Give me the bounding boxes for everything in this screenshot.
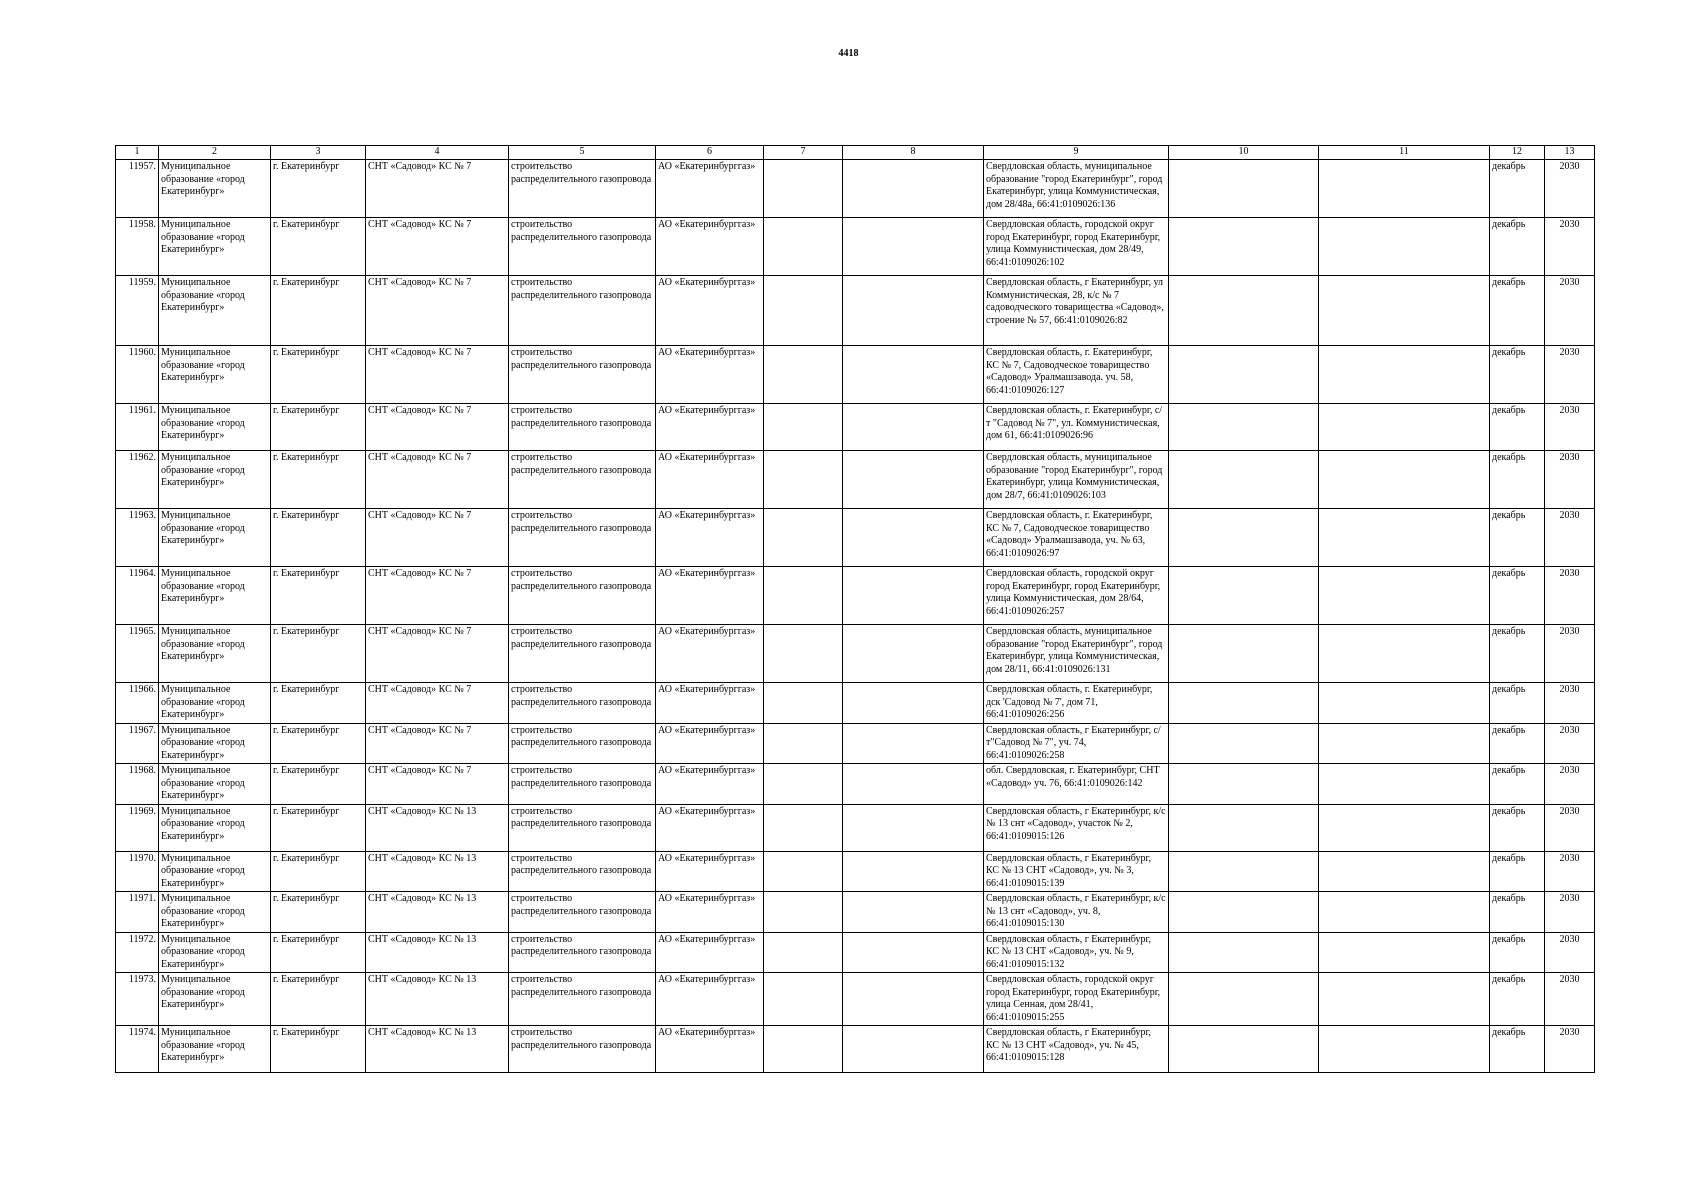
table-row — [116, 509, 1595, 567]
year-cell: 2030 — [1545, 567, 1595, 625]
work-type-cell: строительство распределительного газопровода — [509, 764, 656, 805]
column-11-cell — [1319, 567, 1490, 625]
column-8-cell — [843, 625, 984, 683]
table-row — [116, 404, 1595, 451]
column-8-cell — [843, 932, 984, 973]
column-11-cell — [1319, 723, 1490, 764]
city-cell: г. Екатеринбург — [271, 567, 366, 625]
year-cell: 2030 — [1545, 764, 1595, 805]
address-cell: Свердловская область, г Екатеринбург, к/с № 13 снт «Садовод», уч. 8, 66:41:0109015:130 — [984, 892, 1169, 933]
municipality-cell: Муниципальное образование «город Екатеринбург» — [159, 892, 271, 933]
column-8-cell — [843, 723, 984, 764]
column-7-cell — [764, 851, 843, 892]
column-8-cell — [843, 160, 984, 218]
object-cell: СНТ «Садовод» КС № 7 — [366, 218, 509, 276]
column-11-cell — [1319, 218, 1490, 276]
column-10-cell — [1169, 932, 1319, 973]
column-11-cell — [1319, 932, 1490, 973]
object-cell: СНТ «Садовод» КС № 13 — [366, 892, 509, 933]
municipality-cell: Муниципальное образование «город Екатеринбург» — [159, 764, 271, 805]
row-number: 11967. — [116, 723, 159, 764]
month-cell: декабрь — [1490, 932, 1545, 973]
month-cell: декабрь — [1490, 764, 1545, 805]
organization-cell: АО «Екатеринбурггаз» — [656, 509, 764, 567]
municipality-cell: Муниципальное образование «город Екатеринбург» — [159, 851, 271, 892]
column-header-2: 2 — [159, 146, 271, 160]
year-cell: 2030 — [1545, 509, 1595, 567]
city-cell: г. Екатеринбург — [271, 276, 366, 346]
table-row — [116, 973, 1595, 1026]
work-type-cell: строительство распределительного газопровода — [509, 932, 656, 973]
column-10-cell — [1169, 218, 1319, 276]
column-11-cell — [1319, 160, 1490, 218]
column-8-cell — [843, 346, 984, 404]
year-cell: 2030 — [1545, 804, 1595, 851]
work-type-cell: строительство распределительного газопровода — [509, 804, 656, 851]
organization-cell: АО «Екатеринбурггаз» — [656, 892, 764, 933]
year-cell: 2030 — [1545, 276, 1595, 346]
organization-cell: АО «Екатеринбурггаз» — [656, 932, 764, 973]
column-10-cell — [1169, 625, 1319, 683]
object-cell: СНТ «Садовод» КС № 7 — [366, 276, 509, 346]
city-cell: г. Екатеринбург — [271, 218, 366, 276]
year-cell: 2030 — [1545, 625, 1595, 683]
city-cell: г. Екатеринбург — [271, 723, 366, 764]
month-cell: декабрь — [1490, 509, 1545, 567]
table-row — [116, 276, 1595, 346]
column-7-cell — [764, 683, 843, 724]
object-cell: СНТ «Садовод» КС № 13 — [366, 1026, 509, 1073]
municipality-cell: Муниципальное образование «город Екатеринбург» — [159, 160, 271, 218]
row-number: 11957. — [116, 160, 159, 218]
month-cell: декабрь — [1490, 567, 1545, 625]
column-header-7: 7 — [764, 146, 843, 160]
column-header-8: 8 — [843, 146, 984, 160]
work-type-cell: строительство распределительного газопровода — [509, 683, 656, 724]
organization-cell: АО «Екатеринбурггаз» — [656, 1026, 764, 1073]
object-cell: СНТ «Садовод» КС № 7 — [366, 451, 509, 509]
work-type-cell: строительство распределительного газопровода — [509, 973, 656, 1026]
municipality-cell: Муниципальное образование «город Екатеринбург» — [159, 683, 271, 724]
row-number: 11963. — [116, 509, 159, 567]
row-number: 11958. — [116, 218, 159, 276]
row-number: 11970. — [116, 851, 159, 892]
year-cell: 2030 — [1545, 892, 1595, 933]
object-cell: СНТ «Садовод» КС № 7 — [366, 404, 509, 451]
column-header-1: 1 — [116, 146, 159, 160]
month-cell: декабрь — [1490, 451, 1545, 509]
table-row — [116, 451, 1595, 509]
object-cell: СНТ «Садовод» КС № 7 — [366, 567, 509, 625]
work-type-cell: строительство распределительного газопровода — [509, 723, 656, 764]
municipality-cell: Муниципальное образование «город Екатеринбург» — [159, 932, 271, 973]
column-10-cell — [1169, 683, 1319, 724]
row-number: 11966. — [116, 683, 159, 724]
work-type-cell: строительство распределительного газопровода — [509, 1026, 656, 1073]
column-8-cell — [843, 509, 984, 567]
city-cell: г. Екатеринбург — [271, 404, 366, 451]
address-cell: Свердловская область, г Екатеринбург, КС № 13 СНТ «Садовод», уч. № 9, 66:41:0109015:132 — [984, 932, 1169, 973]
column-7-cell — [764, 509, 843, 567]
municipality-cell: Муниципальное образование «город Екатеринбург» — [159, 723, 271, 764]
row-number: 11973. — [116, 973, 159, 1026]
month-cell: декабрь — [1490, 804, 1545, 851]
organization-cell: АО «Екатеринбурггаз» — [656, 346, 764, 404]
year-cell: 2030 — [1545, 723, 1595, 764]
column-11-cell — [1319, 851, 1490, 892]
month-cell: декабрь — [1490, 723, 1545, 764]
city-cell: г. Екатеринбург — [271, 1026, 366, 1073]
municipality-cell: Муниципальное образование «город Екатеринбург» — [159, 218, 271, 276]
city-cell: г. Екатеринбург — [271, 892, 366, 933]
table-row — [116, 932, 1595, 973]
municipality-cell: Муниципальное образование «город Екатеринбург» — [159, 567, 271, 625]
object-cell: СНТ «Садовод» КС № 7 — [366, 509, 509, 567]
city-cell: г. Екатеринбург — [271, 764, 366, 805]
column-10-cell — [1169, 892, 1319, 933]
organization-cell: АО «Екатеринбурггаз» — [656, 276, 764, 346]
month-cell: декабрь — [1490, 851, 1545, 892]
city-cell: г. Екатеринбург — [271, 625, 366, 683]
organization-cell: АО «Екатеринбурггаз» — [656, 404, 764, 451]
table-row — [116, 218, 1595, 276]
object-cell: СНТ «Садовод» КС № 13 — [366, 804, 509, 851]
object-cell: СНТ «Садовод» КС № 7 — [366, 625, 509, 683]
municipality-cell: Муниципальное образование «город Екатеринбург» — [159, 625, 271, 683]
city-cell: г. Екатеринбург — [271, 346, 366, 404]
column-7-cell — [764, 764, 843, 805]
table-body — [116, 160, 1595, 1073]
municipality-cell: Муниципальное образование «город Екатеринбург» — [159, 509, 271, 567]
address-cell: Свердловская область, г. Екатеринбург, дск 'Садовод № 7', дом 71, 66:41:0109026:256 — [984, 683, 1169, 724]
column-8-cell — [843, 1026, 984, 1073]
municipality-cell: Муниципальное образование «город Екатеринбург» — [159, 804, 271, 851]
organization-cell: АО «Екатеринбурггаз» — [656, 160, 764, 218]
column-7-cell — [764, 1026, 843, 1073]
city-cell: г. Екатеринбург — [271, 973, 366, 1026]
column-11-cell — [1319, 346, 1490, 404]
municipality-cell: Муниципальное образование «город Екатеринбург» — [159, 276, 271, 346]
work-type-cell: строительство распределительного газопровода — [509, 218, 656, 276]
column-7-cell — [764, 567, 843, 625]
work-type-cell: строительство распределительного газопровода — [509, 346, 656, 404]
address-cell: обл. Свердловская, г. Екатеринбург, СНТ «Садовод» уч. 76, 66:41:0109026:142 — [984, 764, 1169, 805]
row-number: 11962. — [116, 451, 159, 509]
city-cell: г. Екатеринбург — [271, 451, 366, 509]
column-8-cell — [843, 804, 984, 851]
address-cell: Свердловская область, г. Екатеринбург, КС № 7, Садоводческое товарищество «Садовод» Уралмашзавода, уч. № 63, 66:41:0109026:97 — [984, 509, 1169, 567]
organization-cell: АО «Екатеринбурггаз» — [656, 218, 764, 276]
organization-cell: АО «Екатеринбурггаз» — [656, 804, 764, 851]
work-type-cell: строительство распределительного газопровода — [509, 567, 656, 625]
column-10-cell — [1169, 851, 1319, 892]
column-10-cell — [1169, 451, 1319, 509]
column-8-cell — [843, 973, 984, 1026]
row-number: 11971. — [116, 892, 159, 933]
column-7-cell — [764, 932, 843, 973]
row-number: 11964. — [116, 567, 159, 625]
month-cell: декабрь — [1490, 346, 1545, 404]
column-11-cell — [1319, 509, 1490, 567]
object-cell: СНТ «Садовод» КС № 13 — [366, 851, 509, 892]
month-cell: декабрь — [1490, 218, 1545, 276]
city-cell: г. Екатеринбург — [271, 851, 366, 892]
year-cell: 2030 — [1545, 683, 1595, 724]
column-number-row — [116, 146, 1595, 160]
column-header-9: 9 — [984, 146, 1169, 160]
work-type-cell: строительство распределительного газопровода — [509, 625, 656, 683]
column-10-cell — [1169, 973, 1319, 1026]
page-number: 4418 — [838, 48, 859, 59]
work-type-cell: строительство распределительного газопровода — [509, 160, 656, 218]
city-cell: г. Екатеринбург — [271, 509, 366, 567]
table-row — [116, 764, 1595, 805]
year-cell: 2030 — [1545, 1026, 1595, 1073]
address-cell: Свердловская область, г Екатеринбург, КС № 13 СНТ «Садовод», уч. № 45, 66:41:0109015:128 — [984, 1026, 1169, 1073]
table-row — [116, 625, 1595, 683]
column-10-cell — [1169, 567, 1319, 625]
column-header-11: 11 — [1319, 146, 1490, 160]
year-cell: 2030 — [1545, 851, 1595, 892]
column-7-cell — [764, 451, 843, 509]
column-7-cell — [764, 160, 843, 218]
column-7-cell — [764, 892, 843, 933]
column-11-cell — [1319, 973, 1490, 1026]
column-7-cell — [764, 625, 843, 683]
table-row — [116, 346, 1595, 404]
object-cell: СНТ «Садовод» КС № 7 — [366, 764, 509, 805]
column-10-cell — [1169, 804, 1319, 851]
month-cell: декабрь — [1490, 404, 1545, 451]
column-11-cell — [1319, 451, 1490, 509]
address-cell: Свердловская область, г Екатеринбург, КС № 13 СНТ «Садовод», уч. № 3, 66:41:0109015:139 — [984, 851, 1169, 892]
month-cell: декабрь — [1490, 160, 1545, 218]
column-11-cell — [1319, 276, 1490, 346]
column-10-cell — [1169, 1026, 1319, 1073]
column-8-cell — [843, 851, 984, 892]
municipality-cell: Муниципальное образование «город Екатеринбург» — [159, 404, 271, 451]
column-10-cell — [1169, 764, 1319, 805]
object-cell: СНТ «Садовод» КС № 13 — [366, 973, 509, 1026]
column-header-13: 13 — [1545, 146, 1595, 160]
municipality-cell: Муниципальное образование «город Екатеринбург» — [159, 451, 271, 509]
organization-cell: АО «Екатеринбурггаз» — [656, 723, 764, 764]
row-number: 11960. — [116, 346, 159, 404]
column-8-cell — [843, 567, 984, 625]
row-number: 11972. — [116, 932, 159, 973]
year-cell: 2030 — [1545, 451, 1595, 509]
column-10-cell — [1169, 276, 1319, 346]
month-cell: декабрь — [1490, 276, 1545, 346]
work-type-cell: строительство распределительного газопровода — [509, 892, 656, 933]
year-cell: 2030 — [1545, 218, 1595, 276]
column-7-cell — [764, 218, 843, 276]
work-type-cell: строительство распределительного газопровода — [509, 451, 656, 509]
month-cell: декабрь — [1490, 683, 1545, 724]
address-cell: Свердловская область, муниципальное образование "город Екатеринбург", город Екатеринбург, улица Коммунистическая, дом 28/48а, 66:41:0109026:136 — [984, 160, 1169, 218]
work-type-cell: строительство распределительного газопровода — [509, 509, 656, 567]
table-row — [116, 160, 1595, 218]
city-cell: г. Екатеринбург — [271, 932, 366, 973]
year-cell: 2030 — [1545, 346, 1595, 404]
object-cell: СНТ «Садовод» КС № 7 — [366, 683, 509, 724]
municipality-cell: Муниципальное образование «город Екатеринбург» — [159, 346, 271, 404]
row-number: 11974. — [116, 1026, 159, 1073]
column-7-cell — [764, 723, 843, 764]
municipality-cell: Муниципальное образование «город Екатеринбург» — [159, 973, 271, 1026]
column-10-cell — [1169, 509, 1319, 567]
organization-cell: АО «Екатеринбурггаз» — [656, 683, 764, 724]
column-8-cell — [843, 892, 984, 933]
column-10-cell — [1169, 723, 1319, 764]
table-row — [116, 567, 1595, 625]
address-cell: Свердловская область, г. Екатеринбург, с/т "Садовод № 7", ул. Коммунистическая, дом 61, 66:41:0109026:96 — [984, 404, 1169, 451]
column-10-cell — [1169, 346, 1319, 404]
column-7-cell — [764, 346, 843, 404]
column-11-cell — [1319, 892, 1490, 933]
year-cell: 2030 — [1545, 973, 1595, 1026]
organization-cell: АО «Екатеринбурггаз» — [656, 625, 764, 683]
row-number: 11968. — [116, 764, 159, 805]
column-10-cell — [1169, 160, 1319, 218]
month-cell: декабрь — [1490, 892, 1545, 933]
city-cell: г. Екатеринбург — [271, 160, 366, 218]
column-8-cell — [843, 276, 984, 346]
row-number: 11961. — [116, 404, 159, 451]
row-number: 11969. — [116, 804, 159, 851]
column-11-cell — [1319, 764, 1490, 805]
address-cell: Свердловская область, муниципальное образование "город Екатеринбург", город Екатеринбург, улица Коммунистическая, дом 28/7, 66:41:0109026:103 — [984, 451, 1169, 509]
work-type-cell: строительство распределительного газопровода — [509, 851, 656, 892]
object-cell: СНТ «Садовод» КС № 7 — [366, 346, 509, 404]
organization-cell: АО «Екатеринбурггаз» — [656, 567, 764, 625]
column-7-cell — [764, 804, 843, 851]
table-row — [116, 1026, 1595, 1073]
address-cell: Свердловская область, городской округ город Екатеринбург, город Екатеринбург, улица Коммунистическая, дом 28/49, 66:41:0109026:102 — [984, 218, 1169, 276]
table-row — [116, 683, 1595, 724]
municipality-cell: Муниципальное образование «город Екатеринбург» — [159, 1026, 271, 1073]
city-cell: г. Екатеринбург — [271, 804, 366, 851]
column-header-6: 6 — [656, 146, 764, 160]
column-8-cell — [843, 404, 984, 451]
work-type-cell: строительство распределительного газопровода — [509, 404, 656, 451]
organization-cell: АО «Екатеринбурггаз» — [656, 851, 764, 892]
column-header-5: 5 — [509, 146, 656, 160]
address-cell: Свердловская область, г. Екатеринбург, КС № 7, Садоводческое товарищество «Садовод» Уралмашзавода. уч. 58, 66:41:0109026:127 — [984, 346, 1169, 404]
column-11-cell — [1319, 683, 1490, 724]
table-row — [116, 892, 1595, 933]
year-cell: 2030 — [1545, 932, 1595, 973]
column-header-3: 3 — [271, 146, 366, 160]
table-row — [116, 851, 1595, 892]
column-11-cell — [1319, 1026, 1490, 1073]
month-cell: декабрь — [1490, 973, 1545, 1026]
organization-cell: АО «Екатеринбурггаз» — [656, 973, 764, 1026]
object-cell: СНТ «Садовод» КС № 7 — [366, 160, 509, 218]
table-row — [116, 804, 1595, 851]
organization-cell: АО «Екатеринбурггаз» — [656, 451, 764, 509]
address-cell: Свердловская область, городской округ город Екатеринбург, город Екатеринбург, улица Коммунистическая, дом 28/64, 66:41:0109026:257 — [984, 567, 1169, 625]
column-8-cell — [843, 451, 984, 509]
row-number: 11965. — [116, 625, 159, 683]
row-number: 11959. — [116, 276, 159, 346]
address-cell: Свердловская область, г Екатеринбург, ул Коммунистическая, 28, к/с № 7 садоводческого товарищества «Садовод», строение № 57, 66:41:0109026:82 — [984, 276, 1169, 346]
object-cell: СНТ «Садовод» КС № 7 — [366, 723, 509, 764]
column-header-4: 4 — [366, 146, 509, 160]
column-11-cell — [1319, 625, 1490, 683]
organization-cell: АО «Екатеринбурггаз» — [656, 764, 764, 805]
address-cell: Свердловская область, г Екатеринбург, к/с № 13 снт «Садовод», участок № 2, 66:41:0109015:126 — [984, 804, 1169, 851]
month-cell: декабрь — [1490, 1026, 1545, 1073]
column-header-10: 10 — [1169, 146, 1319, 160]
column-10-cell — [1169, 404, 1319, 451]
column-7-cell — [764, 404, 843, 451]
year-cell: 2030 — [1545, 404, 1595, 451]
column-11-cell — [1319, 804, 1490, 851]
year-cell: 2030 — [1545, 160, 1595, 218]
work-type-cell: строительство распределительного газопровода — [509, 276, 656, 346]
city-cell: г. Екатеринбург — [271, 683, 366, 724]
address-cell: Свердловская область, городской округ город Екатеринбург, город Екатеринбург, улица Сенная, дом 28/41, 66:41:0109015:255 — [984, 973, 1169, 1026]
column-8-cell — [843, 764, 984, 805]
address-cell: Свердловская область, муниципальное образование "город Екатеринбург", город Екатеринбург, улица Коммунистическая, дом 28/11, 66:41:0109026:131 — [984, 625, 1169, 683]
registry-table — [115, 145, 1595, 1073]
column-11-cell — [1319, 404, 1490, 451]
column-7-cell — [764, 973, 843, 1026]
column-7-cell — [764, 276, 843, 346]
table-row — [116, 723, 1595, 764]
month-cell: декабрь — [1490, 625, 1545, 683]
column-8-cell — [843, 218, 984, 276]
object-cell: СНТ «Садовод» КС № 13 — [366, 932, 509, 973]
address-cell: Свердловская область, г Екатеринбург, с/т"Садовод № 7", уч. 74, 66:41:0109026:258 — [984, 723, 1169, 764]
column-8-cell — [843, 683, 984, 724]
column-header-12: 12 — [1490, 146, 1545, 160]
